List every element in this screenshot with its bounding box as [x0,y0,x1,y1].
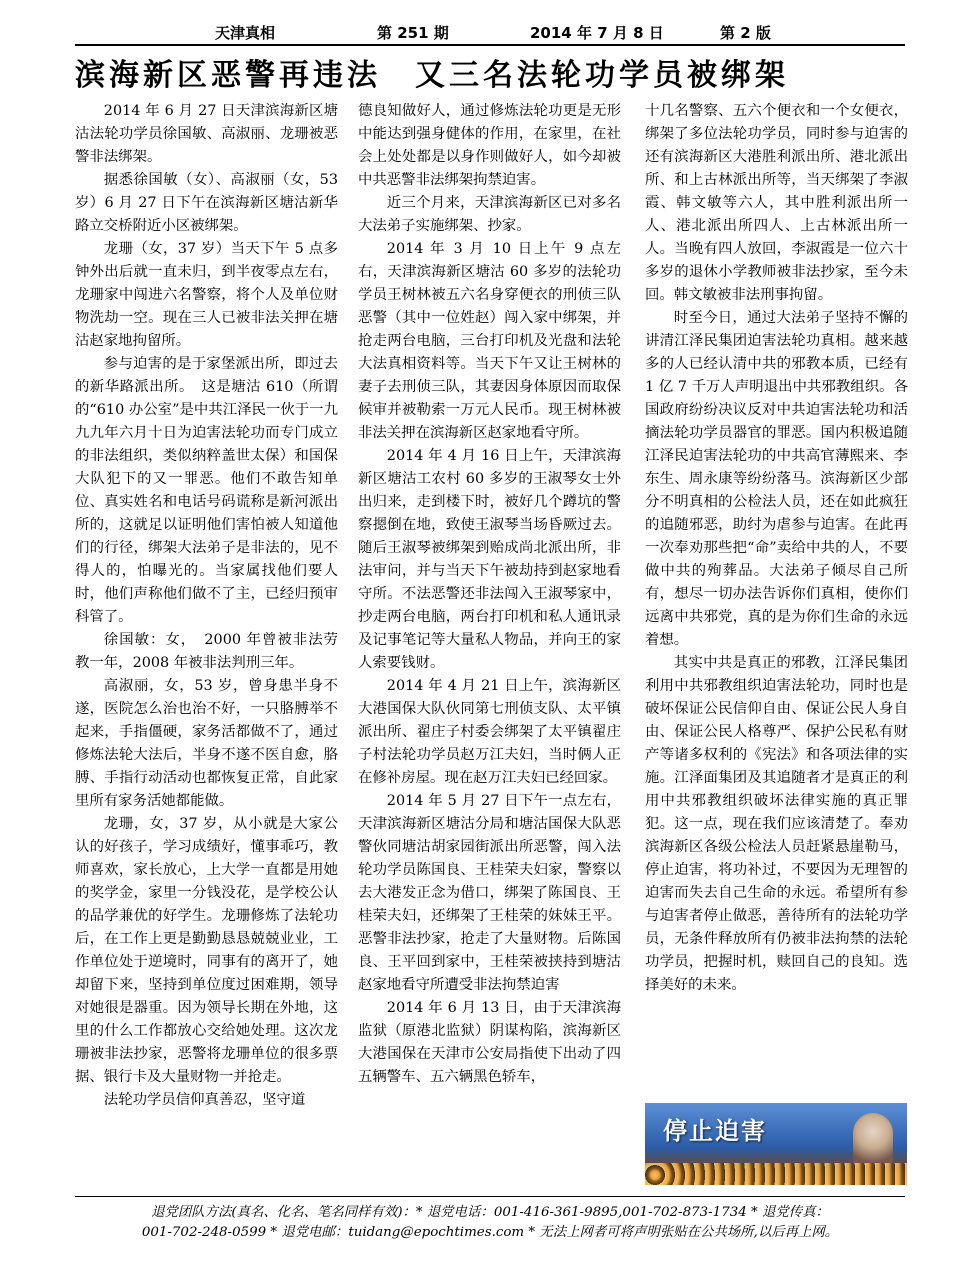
stop-persecution-banner [645,1103,907,1185]
article-paragraph: 2014 年 4 月 21 日上午，滨海新区大港国保大队伙同第七刑侦支队、太平镇派出所、翟庄子村委会绑架了太平镇翟庄子村法轮功学员赵万江夫妇，当时俩人正在修补房屋。现在赵万江夫妇已经回家。 [358,678,621,786]
article-column-1 [75,100,338,1183]
footer-line-1: 退党团队方法(真名、化名、笔名同样有效)：* 退党电话：001-416-361-9895,001-702-873-1734 * 退党传真： [151,1205,829,1220]
article-paragraph: 法轮功学员信仰真善忍，坚守道 [103,1092,306,1108]
candle-lights-image [645,1163,907,1185]
article-paragraph: 2014 年 5 月 27 日下午一点左右，天津滨海新区塘沽分局和塘沽国保大队恶警伙同塘沽胡家园街派出所恶警，闯入法轮功学员陈国良、王桂荣夫妇家，警察以去大港发正念为借口，绑架了陈国良、王桂荣夫妇，还绑架了王桂荣的妹妹王平。恶警非法抄家，抢走了大量财物。后陈国良、王平回到家中，王桂荣被挟持到塘沽赵家地看守所遭受非法拘禁迫害 [358,793,621,993]
article-paragraph: 高淑丽，女，53 岁，曾身患半身不遂，医院怎么治也治不好，一只胳膊举不起来，手指僵硬，家务活都做不了，通过修炼法轮大法后，半身不遂不医自愈，胳膊、手指行动活动也都恢复正常，自此家里所有家务活她都能做。 [75,678,338,809]
footer-line-2: 001-702-248-0599 * 退党电邮：tuidang@epochtimes.com * 无法上网者可将声明张贴在公共场所,以后再上网。 [141,1225,839,1240]
article-paragraph: 2014 年 4 月 16 日上午，天津滨海新区塘沽工农村 60 多岁的王淑琴女士外出归来，走到楼下时，被好几个蹲坑的警察摁倒在地，致使王淑琴当场昏厥过去。随后王淑琴被绑架到贻成尚北派出所，非法审问，并与当天下午被劫持到赵家地看守所。不法恶警还非法闯入王淑琴家中，抄走两台电脑，两台打印机和私人通讯录及记事笔记等大量私人物品，并向王的家人索要钱财。 [358,448,621,671]
banner-figure-image [853,1113,893,1167]
article-paragraph: 德良知做好人，通过修炼法轮功更是无形中能达到强身健体的作用，在家里，在社会上处处都是以身作则做好人，如今却被中共恶警非法绑架拘禁迫害。 [358,103,621,188]
article-paragraph: 2014 年 6 月 27 日天津滨海新区塘沽法轮功学员徐国敏、高淑丽、龙珊被恶警非法绑架。 [75,103,338,165]
article-paragraph: 近三个月来，天津滨海新区已对多名大法弟子实施绑架、抄家。 [358,195,621,234]
article-column-3 [645,100,908,1090]
article-paragraph: 徐国敏：女， 2000 年曾被非法劳教一年，2008 年被非法判刑三年。 [75,632,338,671]
paper-name: 天津真相 [215,24,276,42]
issue-number: 第 251 期 [377,24,449,42]
article-column-2 [358,100,621,1183]
footer-notice [75,1196,905,1243]
article-paragraph: 其实中共是真正的邪教，江泽民集团利用中共邪教组织迫害法轮功，同时也是破坏保证公民信仰自由、保证公民人身自由、保证公民人格尊严、保护公民私有财产等诸多权利的《宪法》和各项法律的实施。江泽面集团及其追随者才是真正的利用中共邪教组织破坏法律实施的真正罪犯。这一点，现在我们应该清楚了。奉劝滨海新区各级公检法人员赶紧悬崖勒马，停止迫害，将功补过，不要因为无理智的迫害而失去自己生命的永远。希望所有参与迫害者停止做恶，善待所有的法轮功学员，无条件释放所有仍被非法拘禁的法轮功学员，把握时机，赎回自己的良知。选择美好的未来。 [645,655,908,993]
masthead [75,20,905,46]
page-number: 第 2 版 [720,24,771,42]
article-paragraph: 龙珊（女，37 岁）当天下午 5 点多钟外出后就一直未归，到半夜零点左右，龙珊家中闯进六名警察，将个人及单位财物洗劫一空。现在三人已被非法关押在塘沽赵家地拘留所。 [75,241,338,349]
article-paragraph: 龙珊，女，37 岁，从小就是大家公认的好孩子，学习成绩好，懂事乖巧，教师喜欢，家长放心，上大学一直都是用她的奖学金，家里一分钱没花，是学校公认的品学兼优的好学生。龙珊修炼了法轮功后，在工作上更是勤勤恳恳兢兢业业，工作单位处于逆境时，同事有的离开了，她却留下来，坚持到单位度过困难期，领导对她很是器重。因为领导长期在外地，这里的什么工作都放心交给她处理。这次龙珊被非法抄家，恶警将龙珊单位的很多票据、银行卡及大量财物一并抢走。 [75,816,338,1085]
banner-text: 停止迫害 [663,1117,767,1145]
article-paragraph: 时至今日，通过大法弟子坚持不懈的讲清江泽民集团迫害法轮功真相。越来越多的人已经认清中共的邪教本质，已经有 1 亿 7 千万人声明退出中共邪教组织。各国政府纷纷决议反对中共迫害法轮功和活摘法轮功学员器官的罪恶。国内积极追随江泽民迫害法轮功的中共高官薄熙来、李东生、周永康等纷纷落马。滨海新区少部分不明真相的公检法人员，还在如此疯狂的追随邪恶，助纣为虐参与迫害。在此再一次奉劝那些把“命”卖给中共的人，不要做中共的殉葬品。大法弟子倾尽自己所有，想尽一切办法告诉你们真相，使你们远离中共邪党，真的是为你们生命的永远着想。 [645,310,908,648]
article-paragraph: 十几名警察、五六个便衣和一个女便衣，绑架了多位法轮功学员，同时参与迫害的还有滨海新区大港胜利派出所、港北派出所、和上古林派出所等，当天绑架了李淑霞、韩文敏等六人，其中胜利派出所一人、港北派出所四人、上古林派出所一人。当晚有四人放回，李淑霞是一位六十多岁的退休小学教师被非法抄家，至今未回。韩文敏被非法刑事拘留。 [645,103,908,303]
issue-date: 2014 年 7 月 8 日 [530,24,664,42]
article-paragraph: 参与迫害的是于家堡派出所，即过去的新华路派出所。 这是塘沽 610（所谓的“610 办公室”是中共江泽民一伙于一九九九年六月十日为迫害法轮功而专门成立的非法组织，类似纳粹盖世太保）和国保大队犯下的又一罪恶。他们不敢告知单位、真实姓名和电话号码谎称是新河派出所的，这就足以证明他们害怕被人知道他们的行径，绑架大法弟子是非法的，见不得人的，怕曝光的。当家属找他们要人时，他们声称他们做不了主，已经归预审科管了。 [75,356,338,625]
article-paragraph: 2014 年 3 月 10 日上午 9 点左右，天津滨海新区塘沽 60 多岁的法轮功学员王树林被五六名身穿便衣的刑侦三队恶警（其中一位姓赵）闯入家中绑架，并抢走两台电脑，三台打印机及光盘和法轮大法真相资料等。当天下午又让王树林的妻子去刑侦三队，其妻因身体原因而取保候审并被勒索一万元人民币。现王树林被非法关押在滨海新区赵家地看守所。 [358,241,621,441]
headline: 滨海新区恶警再违法 又三名法轮功学员被绑架 [75,58,789,93]
article-paragraph: 2014 年 6 月 13 日，由于天津滨海监狱（原港北监狱）阴谋构陷，滨海新区大港国保在天津市公安局指使下出动了四五辆警车、五六辆黑色轿车， [358,1000,621,1085]
article-paragraph: 据悉徐国敏（女）、高淑丽（女，53 岁）6 月 27 日下午在滨海新区塘沽新华路立交桥附近小区被绑架。 [75,172,338,234]
